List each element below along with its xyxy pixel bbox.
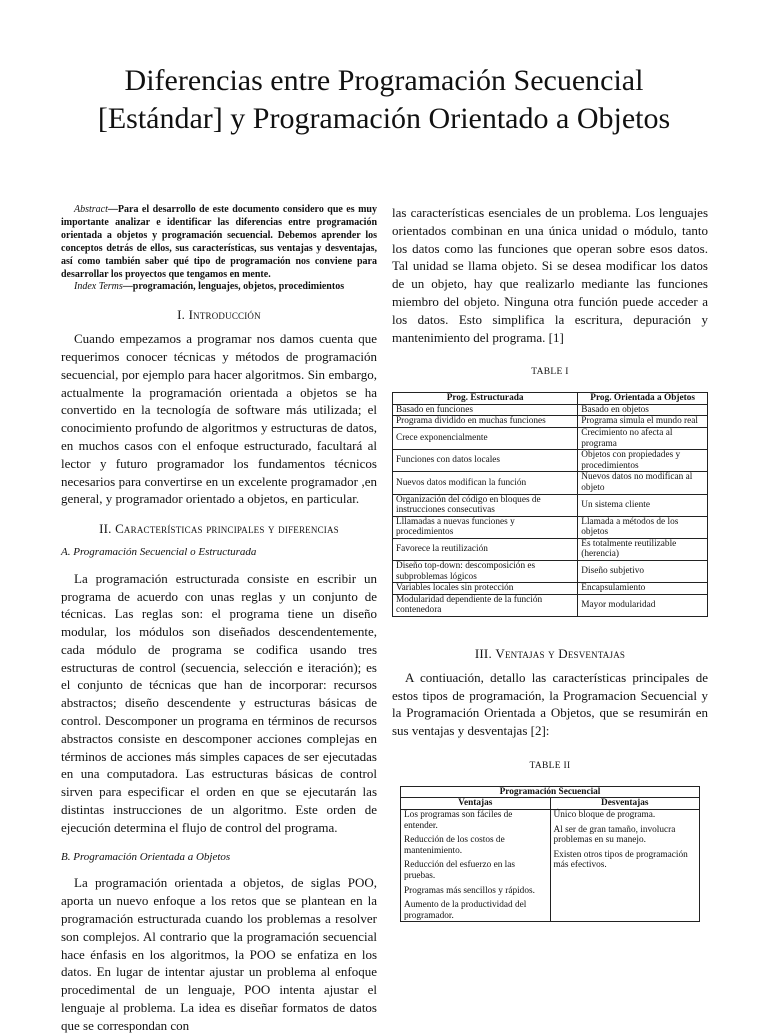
table-cell: Basado en objetos [578,404,708,416]
index-terms [61,281,377,294]
table-cell: Nuevos datos no modifican al objeto [578,472,708,494]
ventajas-item: Programas más sencillos y rápidos. [404,885,535,896]
table-2-caption: TABLE II [529,761,571,772]
table-row [393,416,708,428]
table-cell: Programa dividido en muchas funciones [393,416,578,428]
desventajas-item: Único bloque de programa. [553,810,656,821]
table-1-header-row [393,393,708,405]
table-row [393,561,708,583]
ventajas-item: Reducción de los costos de mantenimiento. [404,835,505,856]
table-cell: Organización del código en bloques de instrucciones consecutivas [393,494,578,516]
paper-title [40,62,728,138]
desventajas-item: Al ser de gran tamaño, involucra problemas en su manejo. [553,824,676,846]
table-cell: Llamada a métodos de los objetos [578,516,708,538]
table-2-group-row [401,786,700,798]
advantages-paragraph: A contiuación, detallo las características principales de estos tipos de programación, la Programacion Secuencial y la Programación Orientada a Objetos, que se resumirán en sus ventajas y desventajas [2]: [392,669,708,739]
table-1 [392,392,708,617]
ventajas-item: Reducción del esfuerzo en las pruebas. [404,860,515,881]
table-cell: Variables locales sin protección [393,583,578,595]
abstract-text: —Para el desarrollo de este documento considero que es muy importante analizar e identificar las diferencias entre programación orientada a objetos y programación secuencial. Debemos aprender los conceptos detrás de ellos, sus características, sus ventajas y desventajas, así como también saber qué tipo de programación nos conviene para desarrollar los proyectos que tengamos en mente. [61,204,377,280]
title-line-1: Diferencias entre Programación Secuencial [124,64,644,97]
abstract-label: Abstract [74,204,108,215]
title-line-2: [Estándar] y Programación Orientado a Objetos [97,102,671,135]
table-1-caption: TABLE I [531,367,569,378]
table-row [393,450,708,472]
right-column [392,204,708,922]
table-row [393,583,708,595]
section-heading-2: II. Características principales y diferencias [99,521,339,537]
abstract [61,204,377,281]
table-2-body-row [401,810,700,922]
table-row [393,538,708,560]
table-row [393,427,708,449]
oop-paragraph-continued: las características esenciales de un problema. Los lenguajes orientados combinan en una única unidad o módulo, tanto los datos como las funciones que operan sobre esos datos. Tal unidad se llama objeto. Si se desea modificar los datos de un objeto, hay que realizarlo mediante las funciones miembro del objeto. Ninguna otra función puede acceder a los datos. Esto simplifica la escritura, depuración y mantenimiento del programa. [1] [392,205,708,345]
table-cell: Diseño top-down: descomposición es subproblemas lógicos [393,561,578,583]
table-row [393,516,708,538]
ventajas-item: Aumento de la productividad del programador. [404,900,527,921]
table-cell: Nuevos datos modifican la función [393,472,578,494]
table-2-header: Desventajas [550,798,700,810]
table-row [393,404,708,416]
oop-paragraph: La programación orientada a objetos, de siglas POO, aporta un nuevo enfoque a los retos que se plantean en la programación estructurada cuando los problemas a resolver son complejos. Al contrario que la programación secuencial hace énfasis en los algoritmos, la POO se enfatiza en los datos. En lugar de intentar ajustar un problema al enfoque procedimental de un lenguaje, POO intenta ajustar el lenguaje al problema. La idea es diseñar formatos de datos que se correspondan con [61,875,377,1033]
table-cell: Un sistema cliente [578,494,708,516]
table-cell: Modularidad dependiente de la función contenedora [393,594,578,616]
table-2 [400,786,700,923]
subsection-heading-b: B. Programación Orientada a Objetos [61,850,231,863]
table-1-body [393,404,708,616]
table-row [393,594,708,616]
ventajas-cell [401,810,551,922]
table-cell: Crece exponencialmente [393,427,578,449]
table-cell: Programa simula el mundo real [578,416,708,428]
index-terms-label: Index Terms [74,281,123,293]
structured-paragraph: La programación estructurada consiste en escribir un programa de acuerdo con unas reglas y un conjunto de técnicas. Las reglas son: el programa tiene un diseño modular, los módulos son diseñados descendentemente, cada módulo de programa se codifica usando tres estructuras de control (secuencia, selección e iteración); es el conjunto de técnicas que han de incorporar: recursos abstractos; diseño descendente y estructuras básicas de control. Descomponer un programa en términos de recursos abstractos consiste en descomponer acciones complejas en términos de acciones más simples capaces de ser ejecutadas en una computadora. Las estructuras básicas de control sirven para especificar el orden en que se ejecutarán las distintas instrucciones de un algoritmo. Este orden de ejecución determina el flujo de control del programa. [61,570,377,835]
table-row [393,472,708,494]
table-2-group-header: Programación Secuencial [401,786,700,798]
table-cell: Funciones con datos locales [393,450,578,472]
table-cell: Diseño subjetivo [578,561,708,583]
table-cell: Lllamadas a nuevas funciones y procedimientos [393,516,578,538]
table-cell: Mayor modularidad [578,594,708,616]
index-terms-text: —programación, lenguajes, objetos, procedimientos [122,281,345,293]
table-cell: Favorece la reutilización [393,538,578,560]
table-cell: Encapsulamiento [578,583,708,595]
table-2-header-row [401,798,700,810]
table-1-header: Prog. Orientada a Objetos [578,393,708,405]
left-column [61,204,377,1035]
subsection-heading-a: A. Programación Secuencial o Estructurada [61,545,257,558]
table-cell: Es totalmente reutilizable (herencia) [578,538,708,560]
intro-paragraph: Cuando empezamos a programar nos damos cuenta que requerimos conocer técnicas y métodos de programación secuencial, por ejemplo para hacer algoritmos. Sin embargo, actualmente la programación orientada a objetos se ha convertido en la tecnología de software más utilizada; el conocimiento profundo de algoritmos y estructuras de datos, en muchos casos con el enfoque estructurado, facultará al lector y futuro programador los fundamentos técnicos necesarios para convertirse en un excelente programador ,en general, y programador orientado a objetos, en particular. [61,331,377,507]
section-heading-1: I. Introducción [177,307,261,323]
ventajas-item: Los programas son fáciles de entender. [404,810,513,831]
desventajas-item: Existen otros tipos de programación más efectivos. [553,849,688,871]
section-heading-3: III. Ventajas y Desventajas [474,646,626,662]
table-2-header: Ventajas [401,798,551,810]
desventajas-cell [550,810,700,922]
table-row [393,494,708,516]
table-cell: Basado en funciones [393,404,578,416]
table-cell: Crecimiento no afecta al programa [578,427,708,449]
table-1-header: Prog. Estructurada [393,393,578,405]
table-cell: Objetos con propiedades y procedimientos [578,450,708,472]
